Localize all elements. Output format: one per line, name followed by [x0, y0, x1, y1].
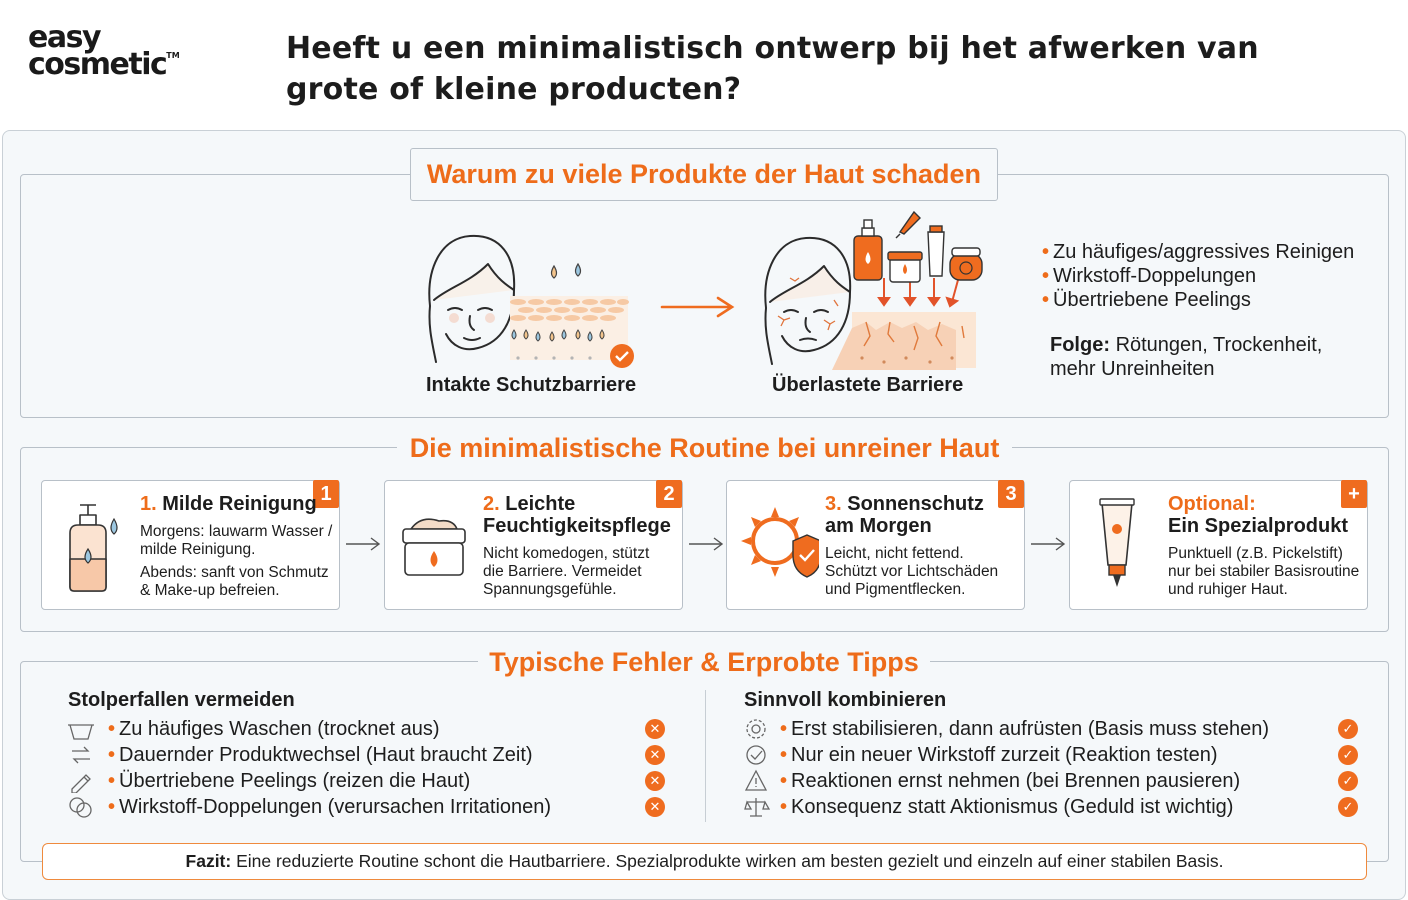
tip-item: • Konsequenz statt Aktionismus (Geduld ist wichtig) ✓ [744, 794, 1364, 820]
step-title: 3. Sonnenschutz am Morgen [825, 493, 984, 537]
step-description: Morgens: lauwarm Wasser / milde Reinigung. Abends: sanft von Schmutz & Make-up befreien. [140, 523, 333, 599]
sun-shield-icon [739, 505, 819, 585]
pencil-icon [68, 769, 94, 793]
column-divider [705, 690, 706, 822]
tip-item: • Reaktionen ernst nehmen (bei Brennen pausieren) ✓ [744, 768, 1364, 794]
arrow-right-icon [687, 536, 727, 552]
plus-badge: + [1341, 480, 1367, 508]
tip-item: • Erst stabilisieren, dann aufrüsten (Basis muss stehen) ✓ [744, 716, 1364, 742]
pitfall-item: • Dauernder Produktwechsel (Haut braucht Zeit) ✕ [68, 742, 668, 768]
combine-title: Sinnvoll kombinieren [744, 689, 947, 711]
arrow-right-icon [660, 296, 736, 318]
scale-icon [744, 795, 770, 819]
step-card-optional [1069, 480, 1368, 610]
brand-logo: easy cosmetic™ [28, 20, 180, 82]
warning-icon [744, 769, 770, 793]
basin-icon [68, 717, 94, 741]
swap-icon [68, 743, 94, 767]
barrier-section-title: Warum zu viele Produkte der Haut schaden [410, 148, 998, 201]
cause-item: • Wirkstoff-Doppelungen [1042, 265, 1257, 287]
arrow-right-icon [344, 536, 384, 552]
cleanser-bottle-icon [56, 499, 120, 595]
step-card-sunscreen [726, 480, 1025, 610]
step-card-cleansing [41, 480, 340, 610]
conclusion-box: Fazit: Eine reduzierte Routine schont die Hautbarriere. Spezialprodukte wirken am besten gezielt und einzeln auf einer stabilen Basis. [42, 843, 1367, 880]
tips-section-title: Typische Fehler & Erprobte Tipps [478, 644, 930, 680]
check-mark-icon: ✓ [1338, 719, 1358, 739]
pitfall-item: • Zu häufiges Waschen (trocknet aus) ✕ [68, 716, 668, 742]
arrow-right-icon [1029, 536, 1069, 552]
step-title: 2. Leichte Feuchtigkeitspflege [483, 493, 671, 537]
check-mark-icon: ✓ [1338, 771, 1358, 791]
intact-barrier-caption: Intakte Schutzbarriere [426, 374, 637, 396]
page-title: Heeft u een minimalistisch ontwerp bij het afwerken van grote of kleine producten? [286, 31, 1259, 107]
check-circle-icon [744, 743, 770, 767]
x-mark-icon: ✕ [645, 745, 665, 765]
stressed-skin-illustration [754, 208, 984, 374]
cause-item: • Übertriebene Peelings [1042, 289, 1251, 311]
step-description: Leicht, nicht fettend. Schützt vor Lichtschäden und Pigmentflecken. [825, 545, 999, 598]
pitfall-item: • Wirkstoff-Doppelungen (verursachen Irritationen) ✕ [68, 794, 668, 820]
routine-section-title: Die minimalistische Routine bei unreiner Haut [397, 430, 1012, 466]
x-mark-icon: ✕ [645, 797, 665, 817]
step-description: Punktuell (z.B. Pickelstift) nur bei stabiler Basisroutine und ruhiger Haut. [1168, 545, 1360, 598]
step-badge: 1 [313, 480, 339, 508]
stressed-barrier-caption: Überlastete Barriere [772, 374, 964, 396]
step-title: 1. Milde Reinigung [140, 493, 317, 515]
check-mark-icon: ✓ [1338, 797, 1358, 817]
step-title: Optional: Ein Spezialprodukt [1168, 493, 1349, 537]
consequence-text: Folge: Rötungen, Trockenheit, mehr Unreinheiten [1050, 334, 1323, 380]
intact-skin-illustration [418, 230, 638, 370]
x-mark-icon: ✕ [645, 719, 665, 739]
step-badge: 2 [656, 480, 682, 508]
cream-jar-icon [399, 511, 469, 581]
step-description: Nicht komedogen, stützt die Barriere. Vermeidet Spannungsgefühle. [483, 545, 650, 598]
pitfalls-title: Stolperfallen vermeiden [68, 689, 295, 711]
pitfall-item: • Übertriebene Peelings (reizen die Haut) ✕ [68, 768, 668, 794]
step-card-moisturizer [384, 480, 683, 610]
check-mark-icon: ✓ [1338, 745, 1358, 765]
cause-item: • Zu häufiges/aggressives Reinigen [1042, 241, 1355, 263]
gear-icon [744, 717, 770, 741]
spot-stick-icon [1094, 497, 1144, 593]
tip-item: • Nur ein neuer Wirkstoff zurzeit (Reaktion testen) ✓ [744, 742, 1364, 768]
step-badge: 3 [998, 480, 1024, 508]
x-mark-icon: ✕ [645, 771, 665, 791]
overlap-icon [68, 795, 94, 819]
